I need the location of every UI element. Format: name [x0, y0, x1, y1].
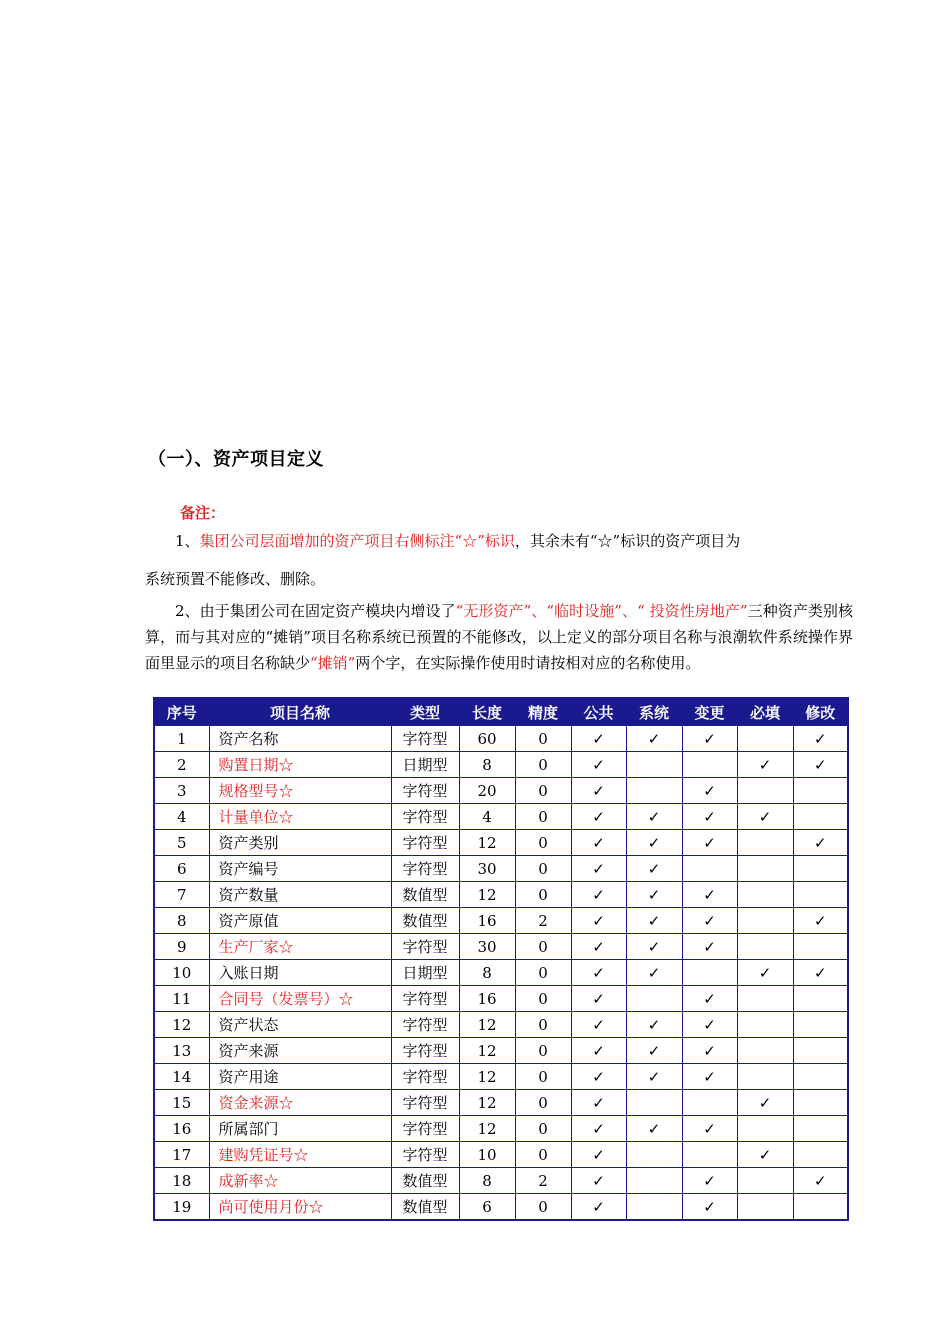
- remark-paragraph-1: [145, 528, 853, 592]
- cell-public: [571, 934, 626, 960]
- check-mark-icon: ✓: [703, 729, 716, 748]
- cell-type: 数值型: [391, 882, 459, 908]
- cell-required: [737, 908, 793, 934]
- cell-name: 计量单位☆: [209, 804, 391, 830]
- check-mark-icon: ✓: [813, 833, 827, 852]
- cell-name: 合同号（发票号）☆: [209, 986, 391, 1012]
- table-header-row: [154, 698, 848, 726]
- cell-length: 12: [459, 1038, 515, 1064]
- check-mark-icon: ✓: [758, 755, 772, 774]
- cell-required: [737, 986, 793, 1012]
- cell-type: 日期型: [391, 752, 459, 778]
- cell-system: [626, 726, 682, 752]
- cell-change: [682, 778, 737, 804]
- check-mark-icon: ✓: [592, 755, 605, 774]
- header-public: 公共: [571, 698, 626, 726]
- check-mark-icon: ✓: [703, 911, 716, 930]
- header-length: 长度: [459, 698, 515, 726]
- cell-no: 16: [154, 1116, 209, 1142]
- check-mark-icon: ✓: [592, 833, 605, 852]
- cell-type: 字符型: [391, 1142, 459, 1168]
- cell-length: 30: [459, 856, 515, 882]
- remark-2-ending: 两个字，在实际操作使用时请按相对应的名称使用。: [355, 654, 701, 672]
- cell-name: 资产来源: [209, 1038, 391, 1064]
- cell-length: 20: [459, 778, 515, 804]
- check-mark-icon: ✓: [647, 1015, 661, 1034]
- check-mark-icon: ✓: [758, 1093, 772, 1112]
- cell-required: [737, 934, 793, 960]
- cell-system: [626, 882, 682, 908]
- remarks-block: [145, 500, 853, 676]
- header-change: 变更: [682, 698, 737, 726]
- cell-public: [571, 830, 626, 856]
- cell-required: [737, 882, 793, 908]
- check-mark-icon: ✓: [592, 989, 605, 1008]
- table-row: [154, 804, 848, 830]
- cell-precision: 0: [515, 752, 571, 778]
- cell-change: [682, 1064, 737, 1090]
- cell-change: [682, 1012, 737, 1038]
- cell-system: [626, 1142, 682, 1168]
- table-row: [154, 1194, 848, 1221]
- cell-modify: [793, 934, 848, 960]
- table-row: [154, 908, 848, 934]
- check-mark-icon: ✓: [592, 885, 605, 904]
- cell-public: [571, 1090, 626, 1116]
- cell-change: [682, 1142, 737, 1168]
- table-row: [154, 934, 848, 960]
- cell-precision: 0: [515, 1038, 571, 1064]
- cell-public: [571, 986, 626, 1012]
- check-mark-icon: ✓: [703, 1119, 716, 1138]
- check-mark-icon: ✓: [592, 911, 605, 930]
- check-mark-icon: ✓: [703, 807, 716, 826]
- check-mark-icon: ✓: [813, 755, 827, 774]
- check-mark-icon: ✓: [647, 937, 661, 956]
- check-mark-icon: ✓: [813, 1171, 827, 1190]
- check-mark-icon: ✓: [647, 729, 661, 748]
- cell-name: 规格型号☆: [209, 778, 391, 804]
- cell-precision: 0: [515, 1194, 571, 1221]
- cell-required: [737, 726, 793, 752]
- check-mark-icon: ✓: [703, 885, 716, 904]
- check-mark-icon: ✓: [647, 859, 661, 878]
- cell-modify: [793, 726, 848, 752]
- cell-name: 资产原值: [209, 908, 391, 934]
- asset-item-table: [153, 697, 849, 1221]
- check-mark-icon: ✓: [592, 1067, 605, 1086]
- cell-precision: 0: [515, 726, 571, 752]
- cell-system: [626, 1038, 682, 1064]
- header-precision: 精度: [515, 698, 571, 726]
- check-mark-icon: ✓: [758, 963, 772, 982]
- cell-public: [571, 752, 626, 778]
- cell-required: [737, 856, 793, 882]
- cell-name: 尚可使用月份☆: [209, 1194, 391, 1221]
- cell-system: [626, 1116, 682, 1142]
- check-mark-icon: ✓: [592, 1145, 605, 1164]
- cell-required: [737, 1142, 793, 1168]
- check-mark-icon: ✓: [758, 1145, 772, 1164]
- cell-system: [626, 934, 682, 960]
- cell-no: 1: [154, 726, 209, 752]
- cell-no: 9: [154, 934, 209, 960]
- cell-modify: [793, 804, 848, 830]
- cell-type: 日期型: [391, 960, 459, 986]
- cell-change: [682, 830, 737, 856]
- cell-no: 3: [154, 778, 209, 804]
- cell-modify: [793, 1194, 848, 1221]
- cell-type: 字符型: [391, 934, 459, 960]
- table-row: [154, 1038, 848, 1064]
- header-no: 序号: [154, 698, 209, 726]
- cell-length: 30: [459, 934, 515, 960]
- cell-no: 6: [154, 856, 209, 882]
- cell-name: 资产状态: [209, 1012, 391, 1038]
- table-row: [154, 1116, 848, 1142]
- cell-modify: [793, 752, 848, 778]
- cell-precision: 0: [515, 830, 571, 856]
- cell-change: [682, 1038, 737, 1064]
- check-mark-icon: ✓: [592, 1015, 605, 1034]
- cell-required: [737, 1116, 793, 1142]
- remark-1-prefix: 1、: [175, 532, 200, 550]
- header-system: 系统: [626, 698, 682, 726]
- check-mark-icon: ✓: [813, 963, 827, 982]
- cell-no: 4: [154, 804, 209, 830]
- cell-precision: 0: [515, 986, 571, 1012]
- table-row: [154, 752, 848, 778]
- cell-public: [571, 1116, 626, 1142]
- cell-modify: [793, 778, 848, 804]
- check-mark-icon: ✓: [647, 833, 661, 852]
- cell-length: 16: [459, 908, 515, 934]
- cell-change: [682, 908, 737, 934]
- cell-public: [571, 726, 626, 752]
- cell-precision: 0: [515, 1012, 571, 1038]
- cell-public: [571, 778, 626, 804]
- cell-type: 字符型: [391, 804, 459, 830]
- cell-type: 数值型: [391, 1168, 459, 1194]
- header-modify: 修改: [793, 698, 848, 726]
- cell-type: 字符型: [391, 856, 459, 882]
- cell-change: [682, 1090, 737, 1116]
- check-mark-icon: ✓: [592, 859, 605, 878]
- cell-system: [626, 986, 682, 1012]
- cell-type: 字符型: [391, 726, 459, 752]
- cell-name: 资产名称: [209, 726, 391, 752]
- check-mark-icon: ✓: [647, 1041, 661, 1060]
- cell-required: [737, 1194, 793, 1221]
- cell-modify: [793, 1142, 848, 1168]
- check-mark-icon: ✓: [703, 1041, 716, 1060]
- cell-name: 生产厂家☆: [209, 934, 391, 960]
- cell-length: 12: [459, 1064, 515, 1090]
- table-row: [154, 882, 848, 908]
- cell-required: [737, 1168, 793, 1194]
- check-mark-icon: ✓: [592, 1171, 605, 1190]
- cell-public: [571, 882, 626, 908]
- cell-precision: 0: [515, 778, 571, 804]
- cell-type: 字符型: [391, 1064, 459, 1090]
- remark-2-highlight-categories: “无形资产”、“临时设施”、“ 投资性房地产”: [455, 602, 748, 620]
- check-mark-icon: ✓: [647, 911, 661, 930]
- cell-no: 2: [154, 752, 209, 778]
- cell-public: [571, 1194, 626, 1221]
- cell-type: 字符型: [391, 986, 459, 1012]
- table-row: [154, 830, 848, 856]
- check-mark-icon: ✓: [647, 1067, 661, 1086]
- cell-length: 8: [459, 1168, 515, 1194]
- table-row: [154, 1168, 848, 1194]
- remark-1-text: ，其余未有“☆”标识的资产项目为: [514, 532, 741, 550]
- cell-modify: [793, 1012, 848, 1038]
- cell-system: [626, 856, 682, 882]
- check-mark-icon: ✓: [703, 937, 716, 956]
- cell-length: 16: [459, 986, 515, 1012]
- check-mark-icon: ✓: [592, 937, 605, 956]
- cell-required: [737, 804, 793, 830]
- remarks-title: 备注：: [180, 504, 226, 522]
- cell-name: 资金来源☆: [209, 1090, 391, 1116]
- cell-system: [626, 752, 682, 778]
- cell-public: [571, 856, 626, 882]
- table-row: [154, 1142, 848, 1168]
- cell-no: 13: [154, 1038, 209, 1064]
- cell-modify: [793, 1064, 848, 1090]
- cell-no: 8: [154, 908, 209, 934]
- cell-modify: [793, 856, 848, 882]
- check-mark-icon: ✓: [703, 1015, 716, 1034]
- check-mark-icon: ✓: [758, 807, 772, 826]
- cell-modify: [793, 882, 848, 908]
- cell-precision: 0: [515, 934, 571, 960]
- check-mark-icon: ✓: [703, 989, 716, 1008]
- cell-no: 17: [154, 1142, 209, 1168]
- cell-modify: [793, 1168, 848, 1194]
- cell-system: [626, 960, 682, 986]
- cell-public: [571, 908, 626, 934]
- cell-name: 资产编号: [209, 856, 391, 882]
- cell-modify: [793, 1116, 848, 1142]
- cell-length: 8: [459, 752, 515, 778]
- cell-precision: 0: [515, 1090, 571, 1116]
- check-mark-icon: ✓: [592, 1119, 605, 1138]
- cell-required: [737, 1090, 793, 1116]
- check-mark-icon: ✓: [647, 885, 661, 904]
- cell-no: 18: [154, 1168, 209, 1194]
- cell-precision: 0: [515, 804, 571, 830]
- cell-precision: 0: [515, 960, 571, 986]
- cell-modify: [793, 1090, 848, 1116]
- cell-no: 12: [154, 1012, 209, 1038]
- check-mark-icon: ✓: [703, 1171, 716, 1190]
- cell-precision: 0: [515, 882, 571, 908]
- cell-no: 10: [154, 960, 209, 986]
- check-mark-icon: ✓: [592, 1093, 605, 1112]
- cell-name: 资产数量: [209, 882, 391, 908]
- cell-type: 字符型: [391, 830, 459, 856]
- cell-public: [571, 1064, 626, 1090]
- cell-no: 11: [154, 986, 209, 1012]
- cell-type: 字符型: [391, 1116, 459, 1142]
- header-required: 必填: [737, 698, 793, 726]
- cell-change: [682, 726, 737, 752]
- cell-public: [571, 1142, 626, 1168]
- cell-type: 字符型: [391, 1038, 459, 1064]
- cell-public: [571, 1038, 626, 1064]
- cell-length: 8: [459, 960, 515, 986]
- cell-system: [626, 804, 682, 830]
- cell-no: 7: [154, 882, 209, 908]
- cell-modify: [793, 986, 848, 1012]
- cell-precision: 0: [515, 1142, 571, 1168]
- check-mark-icon: ✓: [703, 1197, 716, 1216]
- cell-name: 所属部门: [209, 1116, 391, 1142]
- cell-system: [626, 1012, 682, 1038]
- check-mark-icon: ✓: [703, 781, 716, 800]
- table-row: [154, 986, 848, 1012]
- cell-name: 入账日期: [209, 960, 391, 986]
- remark-2-highlight-amortization: “摊销”: [310, 654, 356, 672]
- cell-required: [737, 830, 793, 856]
- cell-precision: 2: [515, 1168, 571, 1194]
- cell-change: [682, 986, 737, 1012]
- cell-type: 字符型: [391, 1012, 459, 1038]
- cell-length: 12: [459, 882, 515, 908]
- check-mark-icon: ✓: [592, 781, 605, 800]
- cell-length: 12: [459, 1012, 515, 1038]
- cell-no: 14: [154, 1064, 209, 1090]
- cell-name: 建购凭证号☆: [209, 1142, 391, 1168]
- check-mark-icon: ✓: [703, 1067, 716, 1086]
- cell-public: [571, 1012, 626, 1038]
- cell-name: 成新率☆: [209, 1168, 391, 1194]
- cell-precision: 2: [515, 908, 571, 934]
- check-mark-icon: ✓: [703, 833, 716, 852]
- cell-change: [682, 856, 737, 882]
- table-row: [154, 1090, 848, 1116]
- cell-change: [682, 804, 737, 830]
- cell-change: [682, 1194, 737, 1221]
- table-row: [154, 726, 848, 752]
- check-mark-icon: ✓: [592, 729, 605, 748]
- cell-system: [626, 1168, 682, 1194]
- cell-length: 10: [459, 1142, 515, 1168]
- cell-required: [737, 1064, 793, 1090]
- remark-1-continuation: 系统预置不能修改、删除。: [145, 570, 326, 588]
- cell-public: [571, 804, 626, 830]
- cell-no: 5: [154, 830, 209, 856]
- cell-system: [626, 1194, 682, 1221]
- remark-1-highlight: 集团公司层面增加的资产项目右侧标注“☆”标识: [199, 532, 515, 550]
- cell-no: 15: [154, 1090, 209, 1116]
- cell-no: 19: [154, 1194, 209, 1221]
- check-mark-icon: ✓: [592, 1041, 605, 1060]
- remark-paragraph-2: [145, 598, 853, 676]
- table-row: [154, 778, 848, 804]
- check-mark-icon: ✓: [647, 1119, 661, 1138]
- check-mark-icon: ✓: [592, 1197, 605, 1216]
- remark-2-text: 三种资产类别核算，而与其对应的“摊销”项目名称系统已预置的不能修改，以上定义的部分项目名称与浪潮软件系统操作界面里显示的项目名称缺少: [145, 602, 853, 672]
- table-row: [154, 960, 848, 986]
- cell-change: [682, 934, 737, 960]
- cell-public: [571, 960, 626, 986]
- cell-length: 60: [459, 726, 515, 752]
- cell-length: 12: [459, 1090, 515, 1116]
- header-name: 项目名称: [209, 698, 391, 726]
- cell-precision: 0: [515, 1116, 571, 1142]
- cell-change: [682, 1116, 737, 1142]
- table-row: [154, 1012, 848, 1038]
- cell-length: 4: [459, 804, 515, 830]
- cell-length: 6: [459, 1194, 515, 1221]
- cell-required: [737, 752, 793, 778]
- cell-system: [626, 830, 682, 856]
- cell-system: [626, 1090, 682, 1116]
- cell-type: 数值型: [391, 908, 459, 934]
- remark-2-prefix: 2、由于集团公司在固定资产模块内增设了: [175, 602, 456, 620]
- check-mark-icon: ✓: [647, 807, 661, 826]
- section-heading: （一）、资产项目定义: [148, 449, 324, 470]
- cell-change: [682, 882, 737, 908]
- table-row: [154, 856, 848, 882]
- cell-change: [682, 752, 737, 778]
- cell-change: [682, 1168, 737, 1194]
- cell-modify: [793, 908, 848, 934]
- cell-required: [737, 1038, 793, 1064]
- check-mark-icon: ✓: [813, 729, 827, 748]
- cell-change: [682, 960, 737, 986]
- cell-modify: [793, 1038, 848, 1064]
- check-mark-icon: ✓: [647, 963, 661, 982]
- cell-name: 资产类别: [209, 830, 391, 856]
- cell-type: 字符型: [391, 778, 459, 804]
- cell-public: [571, 1168, 626, 1194]
- cell-type: 数值型: [391, 1194, 459, 1221]
- cell-system: [626, 908, 682, 934]
- check-mark-icon: ✓: [592, 963, 605, 982]
- cell-modify: [793, 830, 848, 856]
- table-row: [154, 1064, 848, 1090]
- cell-required: [737, 778, 793, 804]
- cell-length: 12: [459, 1116, 515, 1142]
- cell-type: 字符型: [391, 1090, 459, 1116]
- cell-precision: 0: [515, 856, 571, 882]
- cell-precision: 0: [515, 1064, 571, 1090]
- header-type: 类型: [391, 698, 459, 726]
- cell-length: 12: [459, 830, 515, 856]
- table-body: [154, 726, 848, 1221]
- cell-modify: [793, 960, 848, 986]
- check-mark-icon: ✓: [592, 807, 605, 826]
- cell-required: [737, 960, 793, 986]
- cell-name: 资产用途: [209, 1064, 391, 1090]
- check-mark-icon: ✓: [813, 911, 827, 930]
- cell-system: [626, 778, 682, 804]
- cell-required: [737, 1012, 793, 1038]
- cell-system: [626, 1064, 682, 1090]
- cell-name: 购置日期☆: [209, 752, 391, 778]
